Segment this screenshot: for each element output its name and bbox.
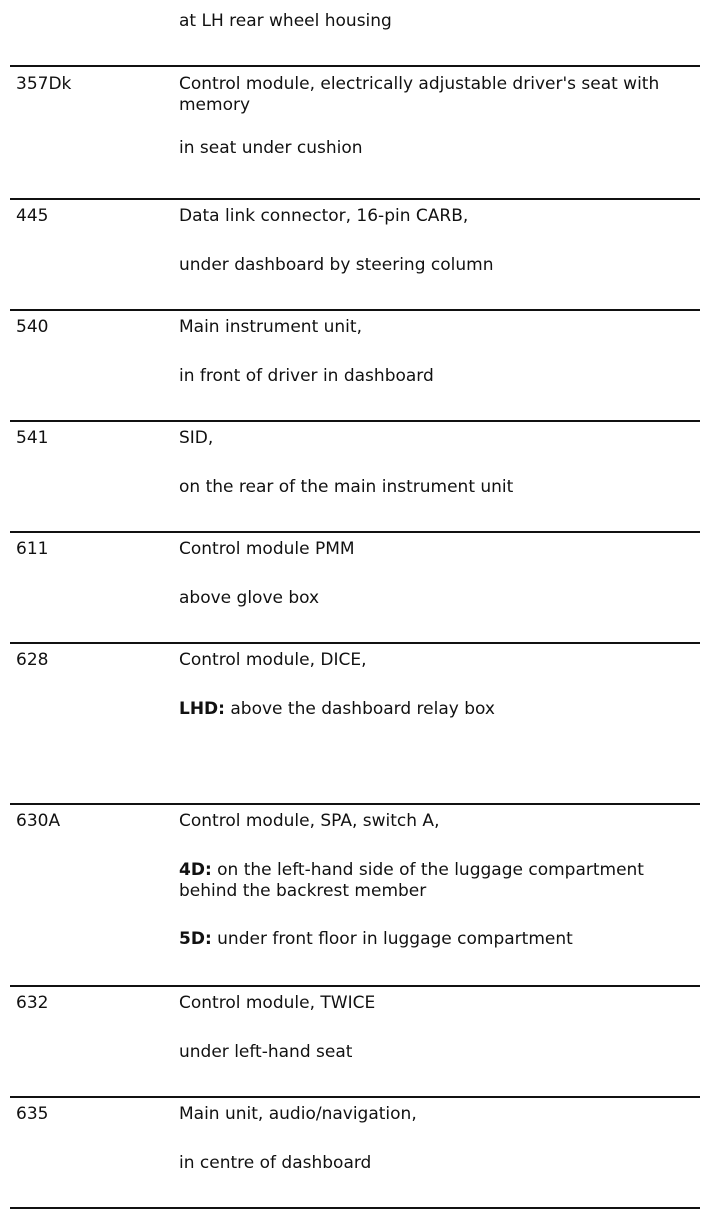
component-code: 540 <box>16 317 49 337</box>
component-location: in centre of dashboard <box>179 1153 372 1173</box>
component-location: 5D: under front floor in luggage compartment <box>179 929 573 949</box>
component-description: Control module, electrically adjustable driver's seat with memory <box>179 74 660 115</box>
component-location: in front of driver in dashboard <box>179 366 434 386</box>
component-location: under left-hand seat <box>179 1042 353 1062</box>
component-code: 611 <box>16 539 49 559</box>
component-code: 628 <box>16 650 49 670</box>
component-location: above glove box <box>179 588 320 608</box>
variant-label: 4D: <box>179 860 212 880</box>
component-description: Control module, TWICE <box>179 993 376 1013</box>
row-divider <box>10 309 700 311</box>
row-divider <box>10 65 700 67</box>
component-code: 632 <box>16 993 49 1013</box>
component-location: LHD: above the dashboard relay box <box>179 699 495 719</box>
continuation-location: at LH rear wheel housing <box>179 11 392 31</box>
component-description: Control module, SPA, switch A, <box>179 811 440 831</box>
component-description: Control module, DICE, <box>179 650 367 670</box>
component-location: under dashboard by steering column <box>179 255 494 275</box>
component-code: 635 <box>16 1104 49 1124</box>
component-description: Data link connector, 16-pin CARB, <box>179 206 469 226</box>
row-divider <box>10 420 700 422</box>
component-description: SID, <box>179 428 214 448</box>
component-location: on the rear of the main instrument unit <box>179 477 514 497</box>
row-divider <box>10 1207 700 1209</box>
variant-label: LHD: <box>179 699 225 719</box>
component-code: 541 <box>16 428 49 448</box>
row-divider <box>10 803 700 805</box>
component-description: Main instrument unit, <box>179 317 362 337</box>
row-divider <box>10 1096 700 1098</box>
component-location: in seat under cushion <box>179 138 363 158</box>
component-description: Main unit, audio/navigation, <box>179 1104 417 1124</box>
component-code: 357Dk <box>16 74 72 94</box>
component-code: 445 <box>16 206 49 226</box>
row-divider <box>10 198 700 200</box>
variant-label: 5D: <box>179 929 212 949</box>
component-location: 4D: on the left-hand side of the luggage compartment behind the backrest member <box>179 860 644 901</box>
row-divider <box>10 642 700 644</box>
row-divider <box>10 985 700 987</box>
component-description: Control module PMM <box>179 539 355 559</box>
component-code: 630A <box>16 811 61 831</box>
row-divider <box>10 531 700 533</box>
